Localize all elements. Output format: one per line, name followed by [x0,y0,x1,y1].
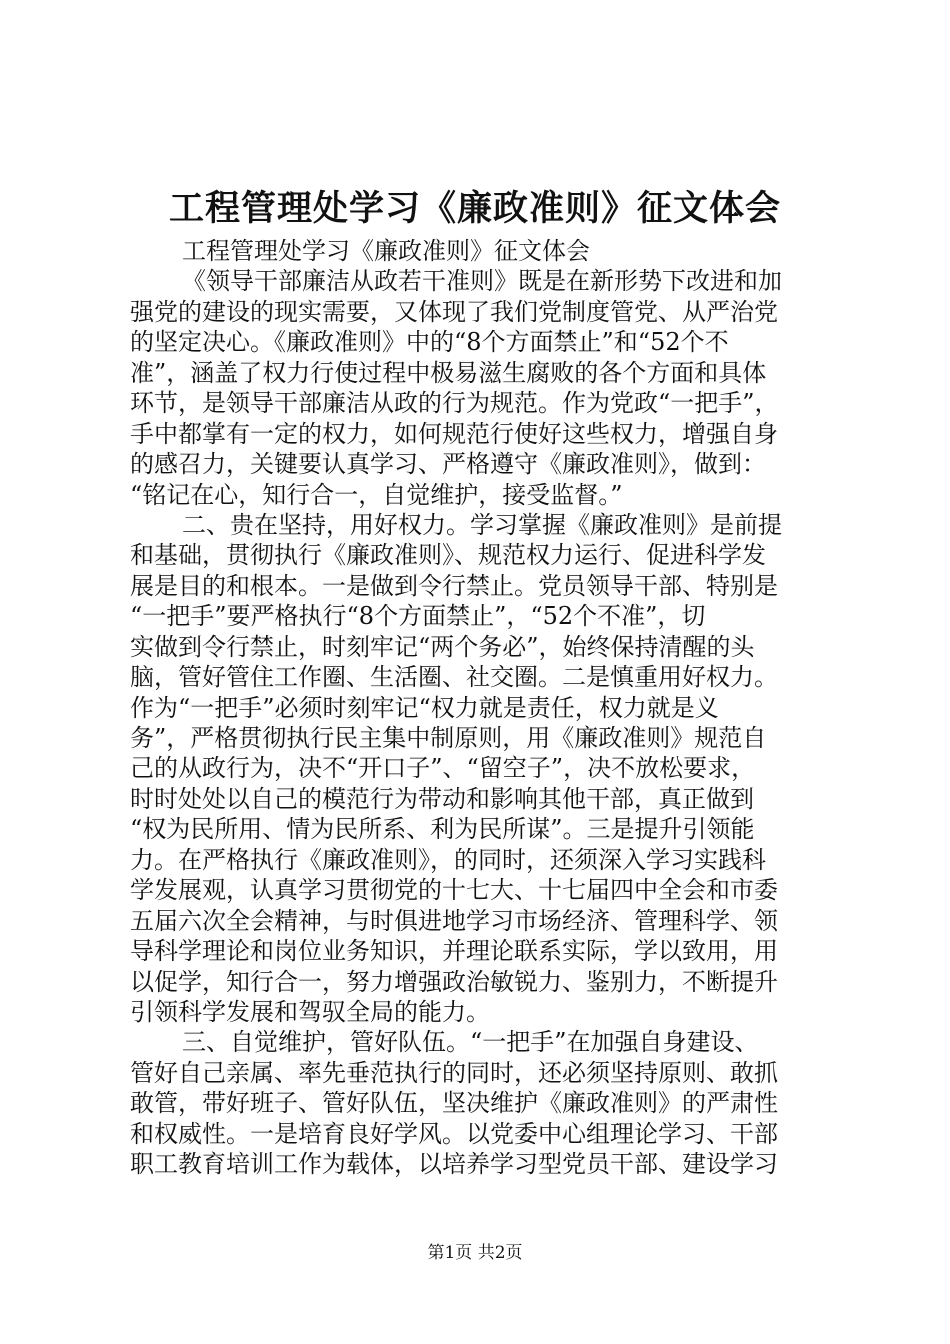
body-line: 展是目的和根本。一是做到令行禁止。党员领导干部、特别是 [130,571,778,600]
body-line: 学发展观，认真学习贯彻党的十七大、十七届四中全会和市委 [130,876,778,905]
body-line: 手中都掌有一定的权力，如何规范行使好这些权力，增强自身 [130,419,778,448]
body-line: 《领导干部廉洁从政若干准则》既是在新形势下改进和加 [182,267,782,296]
body-line: 二、贵在坚持，用好权力。学习掌握《廉政准则》是前提 [182,510,782,539]
body-line: 导科学理论和岗位业务知识，并理论联系实际，学以致用，用 [130,937,778,966]
body-line: 管好自己亲属、率先垂范执行的同时，还必须坚持原则、敢抓 [130,1058,778,1087]
body-line: 敢管，带好班子、管好队伍，坚决维护《廉政准则》的严肃性 [130,1089,778,1118]
body-line: 的坚定决心。《廉政准则》中的“8个方面禁止”和“52个不 [130,328,729,357]
body-line: 务”，严格贯彻执行民主集中制原则，用《廉政准则》规范自 [130,724,767,752]
body-line: “权为民所用、情为民所系、利为民所谋”。三是提升引领能 [130,815,755,844]
body-line: 和基础，贯彻执行《廉政准则》、规范权力运行、促进科学发 [130,541,766,570]
body-line: 己的从政行为，决不“开口子”、“留空子”，决不放松要求， [130,754,756,783]
body-line: 环节，是领导干部廉洁从政的行为规范。作为党政“一把手”， [130,389,779,418]
body-line: 工程管理处学习《廉政准则》征文体会 [182,237,590,265]
document-title: 工程管理处学习《廉政准则》征文体会 [168,188,781,229]
document-body [130,236,830,1180]
body-line: “一把手”要严格执行“8个方面禁止”，“52个不准”，切 [130,602,706,631]
page-footer: 第1页 共2页 [427,1243,523,1263]
body-line: 作为“一把手”必须时刻牢记“权力就是责任，权力就是义 [130,693,719,722]
body-line: 脑，管好管住工作圈、生活圈、社交圈。二是慎重用好权力。 [130,663,778,692]
body-line: 职工教育培训工作为载体，以培养学习型党员干部、建设学习 [130,1150,778,1179]
body-line: 五届六次全会精神，与时俱进地学习市场经济、管理科学、领 [130,906,778,935]
body-line: 以促学，知行合一，努力增强政治敏锐力、鉴别力，不断提升 [130,967,778,996]
body-line: 三、自觉维护，管好队伍。“一把手”在加强自身建设、 [182,1028,759,1057]
body-line: 强党的建设的现实需要，又体现了我们党制度管党、从严治党 [130,297,778,326]
body-line: 时时处处以自己的模范行为带动和影响其他干部，真正做到 [130,784,754,813]
body-line: 和权威性。一是培育良好学风。以党委中心组理论学习、干部 [130,1119,778,1148]
body-line: 力。在严格执行《廉政准则》，的同时，还须深入学习实践科 [130,845,766,874]
body-line: 的感召力，关键要认真学习、严格遵守《廉政准则》，做到： [130,450,766,479]
body-line: 准”，涵盖了权力行使过程中极易滋生腐败的各个方面和具体 [130,358,767,387]
body-line: 引领科学发展和驾驭全局的能力。 [130,997,490,1026]
body-line: 实做到令行禁止，时刻牢记“两个务必”，始终保持清醒的头 [130,632,755,661]
body-line: “铭记在心，知行合一，自觉维护，接受监督。” [130,480,623,509]
